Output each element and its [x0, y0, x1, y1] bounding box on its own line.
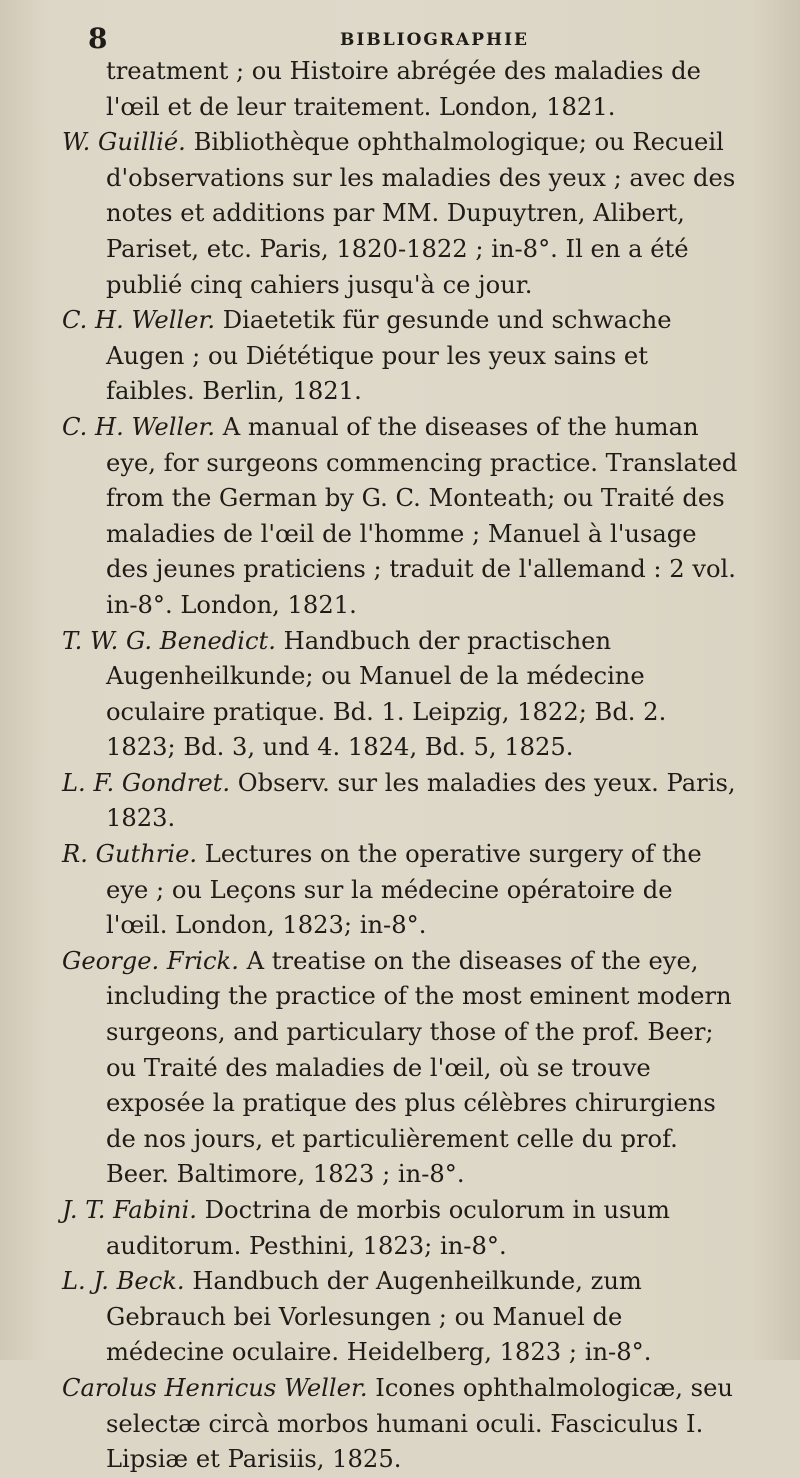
entry-text: Handbuch der Augenheilkunde, zum Gebrauch bei Vorlesungen ; ou Manuel de médecine oculaire. Heidelberg, 1823 ; in-8°.: [106, 1267, 652, 1367]
bibliography-entry: [62, 1264, 740, 1371]
entry-author: Carolus Henricus Weller.: [62, 1373, 368, 1402]
bibliography-entry: [62, 766, 740, 837]
entry-text: Icones ophthalmologicæ, seu selectæ circà morbos humani oculi. Fasciculus I. Lipsiæ et Parisiis, 1825.: [106, 1373, 733, 1474]
bibliography-entry: [62, 125, 740, 303]
entry-author: T. W. G. Benedict.: [62, 626, 276, 655]
entry-author: L. F. Gondret.: [62, 768, 231, 797]
entry-text: Diaetetik für gesunde und schwache Augen ; ou Diététique pour les yeux sains et faibles. Berlin, 1821.: [106, 306, 672, 406]
bibliography-entry: [62, 54, 740, 125]
bibliography-entry: [62, 410, 740, 624]
bibliography-entry: [62, 303, 740, 410]
entry-author: L. J. Beck.: [62, 1267, 185, 1296]
bibliography-entry: [62, 944, 740, 1193]
entry-text: Bibliothèque ophthalmologique; ou Recueil d'observations sur les maladies des yeux ; avec des notes et additions par MM. Dupuytren, Alibert, Pariset, etc. Paris, 1820-1822 ; in-8°. Il en a été publié cinq cahiers jusqu'à ce jour.: [106, 128, 736, 299]
entry-author: George. Frick.: [62, 946, 239, 975]
bibliography-entry: [62, 1371, 740, 1478]
page-number: 8: [88, 22, 108, 55]
bibliography-entry: [62, 1193, 740, 1264]
entry-text: Observ. sur les maladies des yeux. Paris, 1823.: [106, 768, 736, 833]
bibliography-entry: [62, 837, 740, 944]
bibliography-entry: [62, 624, 740, 766]
entry-author: W. Guillié.: [62, 128, 186, 157]
entry-author: C. H. Weller.: [62, 306, 216, 335]
bibliography-list: [62, 54, 740, 1478]
entry-text: A manual of the diseases of the human eye, for surgeons commencing practice. Translated from the German by G. C. Monteath; ou Traité des maladies de l'œil de l'homme ; Manuel à l'usage des jeunes praticiens ; traduit de l'allemand : 2 vol. in-8°. London, 1821.: [106, 412, 738, 619]
entry-text: Lectures on the operative surgery of the eye ; ou Leçons sur la médecine opératoire de l'œil. London, 1823; in-8°.: [106, 840, 702, 940]
entry-text: Doctrina de morbis oculorum in usum auditorum. Pesthini, 1823; in-8°.: [106, 1196, 670, 1260]
entry-author: C. H. Weller.: [62, 412, 216, 441]
entry-author: R. Guthrie.: [62, 840, 198, 869]
entry-text: A treatise on the diseases of the eye, including the practice of the most eminent modern surgeons, and particulary those of the prof. Beer; ou Traité des maladies de l'œil, où se trouve exposée la pratique des plus célèbres chirurgiens de nos jours, et particulièrement celle du prof. Beer. Baltimore, 1823 ; in-8°.: [106, 946, 732, 1189]
running-head: BIBLIOGRAPHIE: [340, 30, 529, 50]
entry-author: J. T. Fabini.: [62, 1196, 197, 1224]
page-header: [62, 20, 740, 55]
entry-text: treatment ; ou Histoire abrégée des maladies de l'œil et de leur traitement. London, 1821.: [106, 57, 701, 121]
entry-text: Handbuch der practischen Augenheilkunde; ou Manuel de la médecine oculaire pratique. Bd. 1. Leipzig, 1822; Bd. 2. 1823; Bd. 3, und 4. 1824, Bd. 5, 1825.: [106, 626, 667, 762]
